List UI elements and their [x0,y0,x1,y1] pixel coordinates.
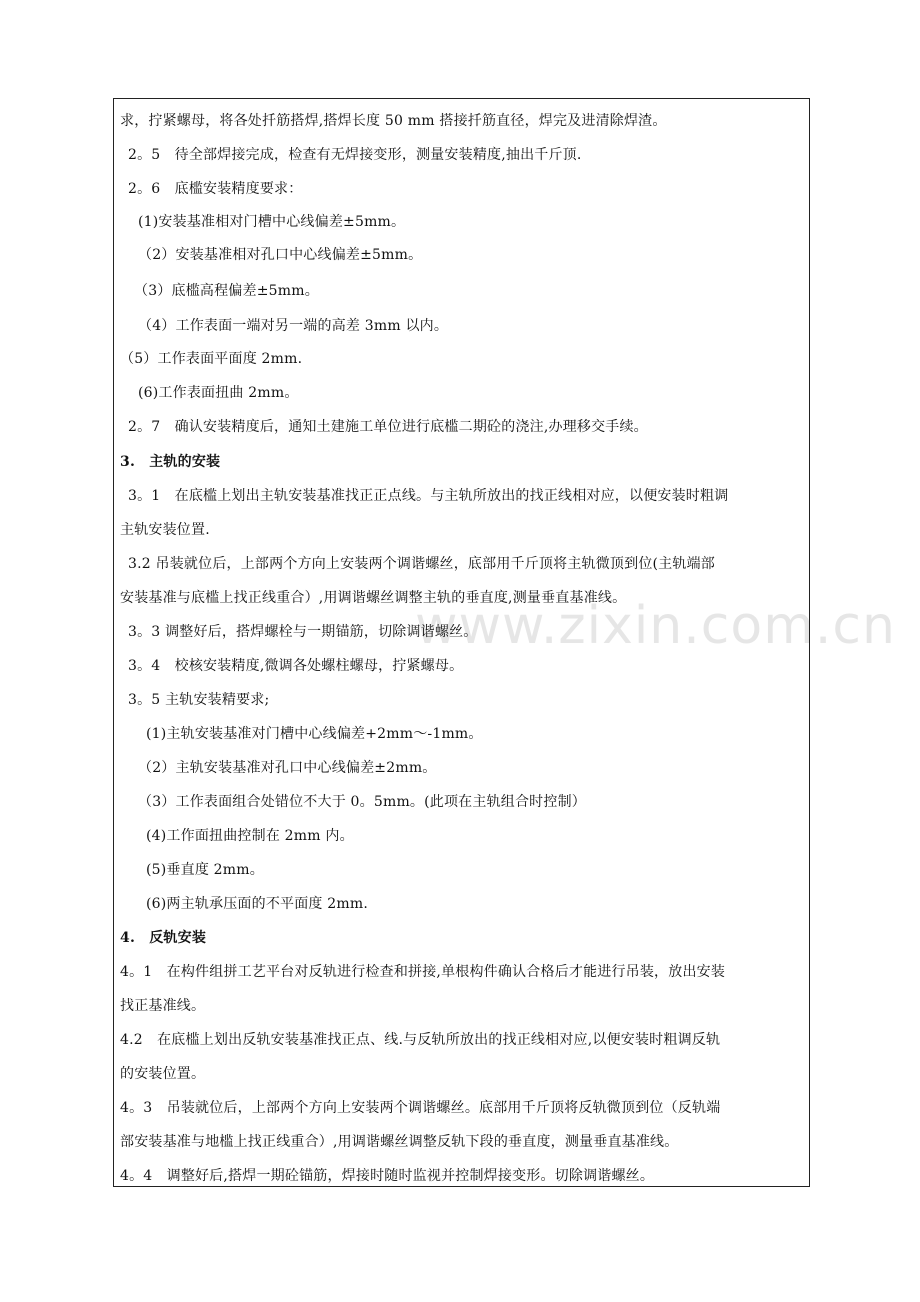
watermark: www.zixin.com.cn [415,596,896,656]
text-line: (4)工作面扭曲控制在 2mm 内。 [146,828,354,844]
text-line: （5）工作表面平面度 2mm. [120,351,303,367]
text-line: 3。3 调整好后，搭焊螺栓与一期锚筋，切除调谐螺丝。 [128,624,478,640]
text-line: （2）安装基准相对孔口中心线偏差±5mm。 [138,247,423,263]
text-line: （3）工作表面组合处错位不大于 0。5mm。(此项在主轨组合时控制） [138,794,586,810]
text-line: (6)两主轨承压面的不平面度 2mm. [146,896,368,912]
text-line: (5)垂直度 2mm。 [146,862,264,878]
text-line: (1)主轨安装基准对门槽中心线偏差+2mm～-1mm。 [146,726,483,742]
text-line: 4。1 在构件组拼工艺平台对反轨进行检查和拼接,单根构件确认合格后才能进行吊装，放出安装 [120,964,726,980]
text-line: 找正基准线。 [120,998,206,1014]
text-line: 部安装基准与地槛上找正线重合）,用调谐螺丝调整反轨下段的垂直度，测量垂直基准线。 [120,1134,679,1150]
text-line: 安装基准与底槛上找正线重合）,用调谐螺丝调整主轨的垂直度,测量垂直基准线。 [120,590,627,606]
text-line: 3。4 校核安装精度,微调各处螺柱螺母，拧紧螺母。 [128,658,464,674]
text-line: 3.2 吊装就位后，上部两个方向上安装两个调谐螺丝，底部用千斤顶将主轨微顶到位(主轨端部 [128,556,715,572]
text-line: (1)安装基准相对门槽中心线偏差±5mm。 [138,214,406,230]
text-line: （3）底槛高程偏差±5mm。 [134,283,319,299]
text-line: 4.2 在底槛上划出反轨安装基准找正点、线.与反轨所放出的找正线相对应,以便安装时粗调反轨 [120,1032,721,1048]
section-heading: 4. 反轨安装 [120,930,207,946]
text-line: (6)工作表面扭曲 2mm。 [138,385,299,401]
text-line: 求，拧紧螺母，将各处扦筋搭焊,搭焊长度 50 mm 搭接扦筋直径，焊完及进清除焊渣。 [120,113,667,129]
text-line: （4）工作表面一端对另一端的高差 3mm 以内。 [138,318,449,334]
text-line: 2。6 底槛安装精度要求： [128,181,303,197]
text-line: 2。5 待全部焊接完成，检查有无焊接变形，测量安装精度,抽出千斤顶. [128,147,582,163]
text-line: （2）主轨安装基准对孔口中心线偏差±2mm。 [138,760,437,776]
text-line: 的安装位置。 [120,1066,206,1082]
text-line: 3。5 主轨安装精要求; [128,692,270,708]
text-line: 主轨安装位置. [120,522,210,538]
text-line: 4。3 吊装就位后，上部两个方向上安装两个调谐螺丝。底部用千斤顶将反轨微顶到位（反轨端 [120,1100,721,1116]
section-heading: 3. 主轨的安装 [120,454,221,470]
text-line: 2。7 确认安装精度后，通知土建施工单位进行底槛二期砼的浇注,办理移交手续。 [128,419,648,435]
text-line: 3。1 在底槛上划出主轨安装基准找正正点线。与主轨所放出的找正线相对应，以便安装时粗调 [128,488,729,504]
text-line: 4。4 调整好后,搭焊一期砼锚筋，焊接时随时监视并控制焊接变形。切除调谐螺丝。 [120,1168,655,1184]
